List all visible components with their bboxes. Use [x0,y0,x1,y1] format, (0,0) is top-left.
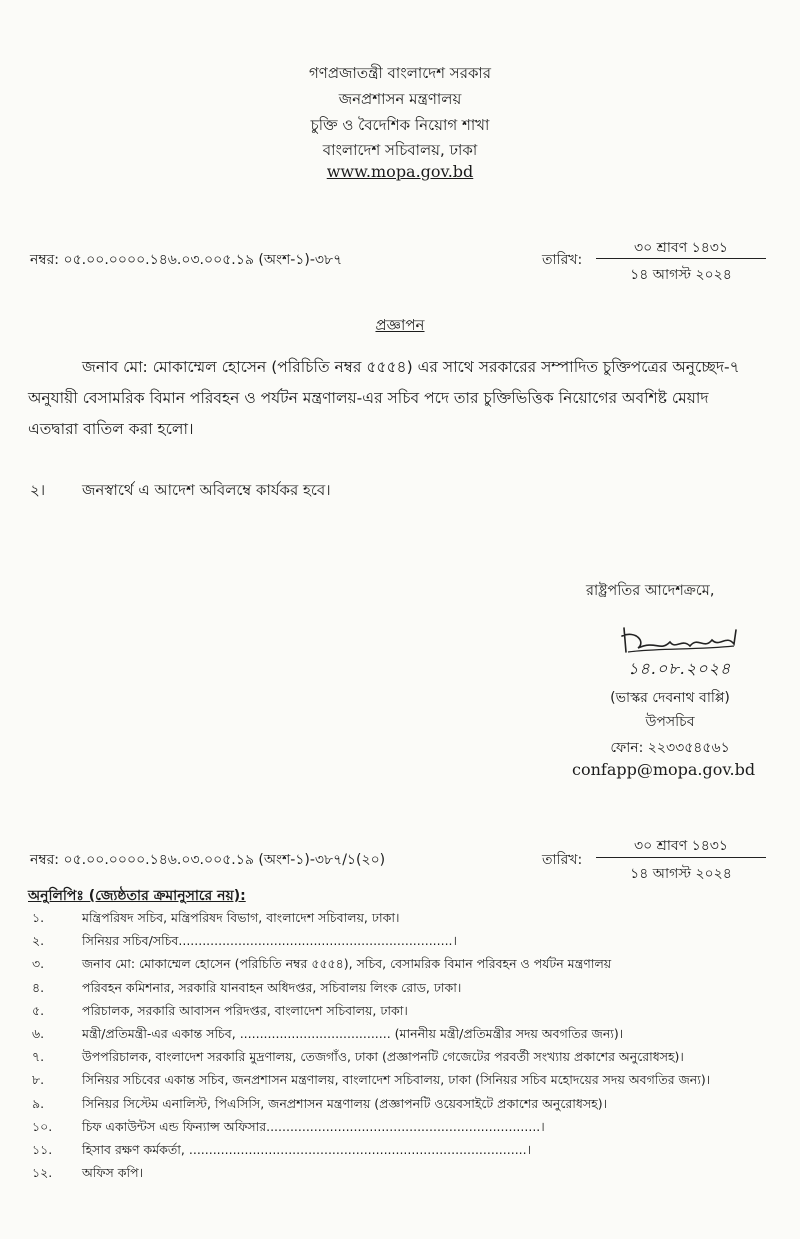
copy-item-number: ৯. [32,1096,45,1111]
copy-item-text: সিনিয়র সচিবের একান্ত সচিব, জনপ্রশাসন মন্ত্রণালয়, বাংলাদেশ সচিবালয়, ঢাকা (সিনিয়র সচিব মহোদয়ের সদয় অবগতির জন্য)। [82,1072,711,1087]
copy-memo-date-label: তারিখ: [542,852,583,868]
copy-item-text: পরিবহন কমিশনার, সরকারি যানবাহন অধিদপ্তর, সচিবালয় লিংক রোড, ঢাকা। [82,980,462,995]
paragraph2-number: ২। [30,481,46,499]
paragraph1-line1: জনাব মো: মোকাম্মেল হোসেন (পরিচিতি নম্বর ৫৫৫৪) এর সাথে সরকারের সম্পাদিত চুক্তিপত্রের অনুচ্ছেদ-৭ [82,358,740,376]
copy-item-text: মন্ত্রিপরিষদ সচিব, মন্ত্রিপরিষদ বিভাগ, বাংলাদেশ সচিবালয়, ঢাকা। [82,910,400,925]
copy-item-text: চিফ একাউন্টস এন্ড ফিন্যান্স অফিসার.....................................................................। [82,1119,545,1134]
header-website-link[interactable]: www.mopa.gov.bd [326,162,474,181]
signatory-phone: ফোন: ২২৩৩৫৪৫৬১ [610,740,730,756]
copy-memo-date-gregorian: ১৪ আগস্ট ২০২৪ [630,866,732,882]
copy-item-text: সিনিয়র সচিব/সচিব.....................................................................। [82,933,458,948]
memo-date-gregorian: ১৪ আগস্ট ২০২৪ [630,267,732,283]
copy-item-number: ৩. [32,956,45,971]
notice-title: প্রজ্ঞাপন [375,316,425,334]
copy-memo-date-bangla: ৩০ শ্রাবণ ১৪৩১ [634,838,728,854]
header-branch: চুক্তি ও বৈদেশিক নিয়োগ শাখা [310,116,490,134]
memo-reference-number: নম্বর: ০৫.০০.০০০০.১৪৬.০৩.০০৫.১৯ (অংশ-১)-৩৮৭ [30,252,343,268]
copies-heading: অনুলিপিঃ (জ্যেষ্ঠতার ক্রমানুসারে নয়): [28,888,246,904]
copy-item-number: ৬. [32,1026,45,1041]
header-ministry: জনপ্রশাসন মন্ত্রণালয় [338,90,462,108]
copy-date-divider [596,857,766,858]
copy-item-number: ৭. [32,1049,45,1064]
memo-date-bangla: ৩০ শ্রাবণ ১৪৩১ [634,240,728,256]
copy-item-number: ২. [32,933,45,948]
copy-item-number: ৪. [32,980,45,995]
paragraph1-line3: এতদ্বারা বাতিল করা হলো। [28,420,194,438]
copy-item-number: ৫. [32,1003,45,1018]
copy-item-number: ১০. [32,1119,53,1134]
copy-item-text: সিনিয়র সিস্টেম এনালিস্ট, পিএসিসি, জনপ্রশাসন মন্ত্রণালয় (প্রজ্ঞাপনটি ওয়েবসাইটে প্রকাশের অনুরোধসহ)। [82,1096,608,1111]
paragraph1-line2: অনুযায়ী বেসামরিক বিমান পরিবহন ও পর্যটন মন্ত্রণালয়-এর সচিব পদে তার চুক্তিভিত্তিক নিয়োগের অবশিষ্ট মেয়াদ [28,389,709,407]
copy-item-number: ১১. [32,1142,53,1157]
signatory-name: (ভাস্কর দেবনাথ বাপ্পি) [610,690,730,706]
copy-item-number: ১২. [32,1165,53,1180]
memo-date-label: তারিখ: [542,252,583,268]
copy-item-text: জনাব মো: মোকাম্মেল হোসেন (পরিচিতি নম্বর ৫৫৫৪), সচিব, বেসামরিক বিমান পরিবহন ও পর্যটন মন্ত্রণালয় [82,956,612,971]
paragraph2-text: জনস্বার্থে এ আদেশ অবিলম্বে কার্যকর হবে। [82,481,331,499]
signatory-designation: উপসচিব [645,714,695,730]
copy-item-number: ১. [32,910,45,925]
date-divider [596,258,766,259]
by-order-of-president: রাষ্ট্রপতির আদেশক্রমে, [586,583,715,599]
copy-item-number: ৮. [32,1072,45,1087]
copy-item-text: অফিস কপি। [82,1165,144,1180]
copy-item-text: হিসাব রক্ষণ কর্মকর্তা, .....................................................................................। [82,1142,532,1157]
header-govt: গণপ্রজাতন্ত্রী বাংলাদেশ সরকার [308,64,492,82]
copy-item-text: পরিচালক, সরকারি আবাসন পরিদপ্তর, বাংলাদেশ সচিবালয়, ঢাকা। [82,1003,408,1018]
copy-item-text: মন্ত্রী/প্রতিমন্ত্রী-এর একান্ত সচিব, ...................................... (মাননীয় মন্ত্রী/প্রতিমন্ত্রীর সদয় অবগতির জন্য)। [82,1026,624,1041]
header-address: বাংলাদেশ সচিবালয়, ঢাকা [322,141,478,159]
signature-date: ১৪.০৮.২০২৪ [628,659,732,678]
copy-item-text: উপপরিচালক, বাংলাদেশ সরকারি মুদ্রণালয়, তেজগাঁও, ঢাকা (প্রজ্ঞাপনটি গেজেটের পরবর্তী সংখ্যায় প্রকাশের অনুরোধসহ)। [82,1049,684,1064]
copy-memo-reference-number: নম্বর: ০৫.০০.০০০০.১৪৬.০৩.০০৫.১৯ (অংশ-১)-৩৮৭/১(২০) [30,852,386,868]
signatory-email-link[interactable]: confapp@mopa.gov.bd [572,760,756,779]
